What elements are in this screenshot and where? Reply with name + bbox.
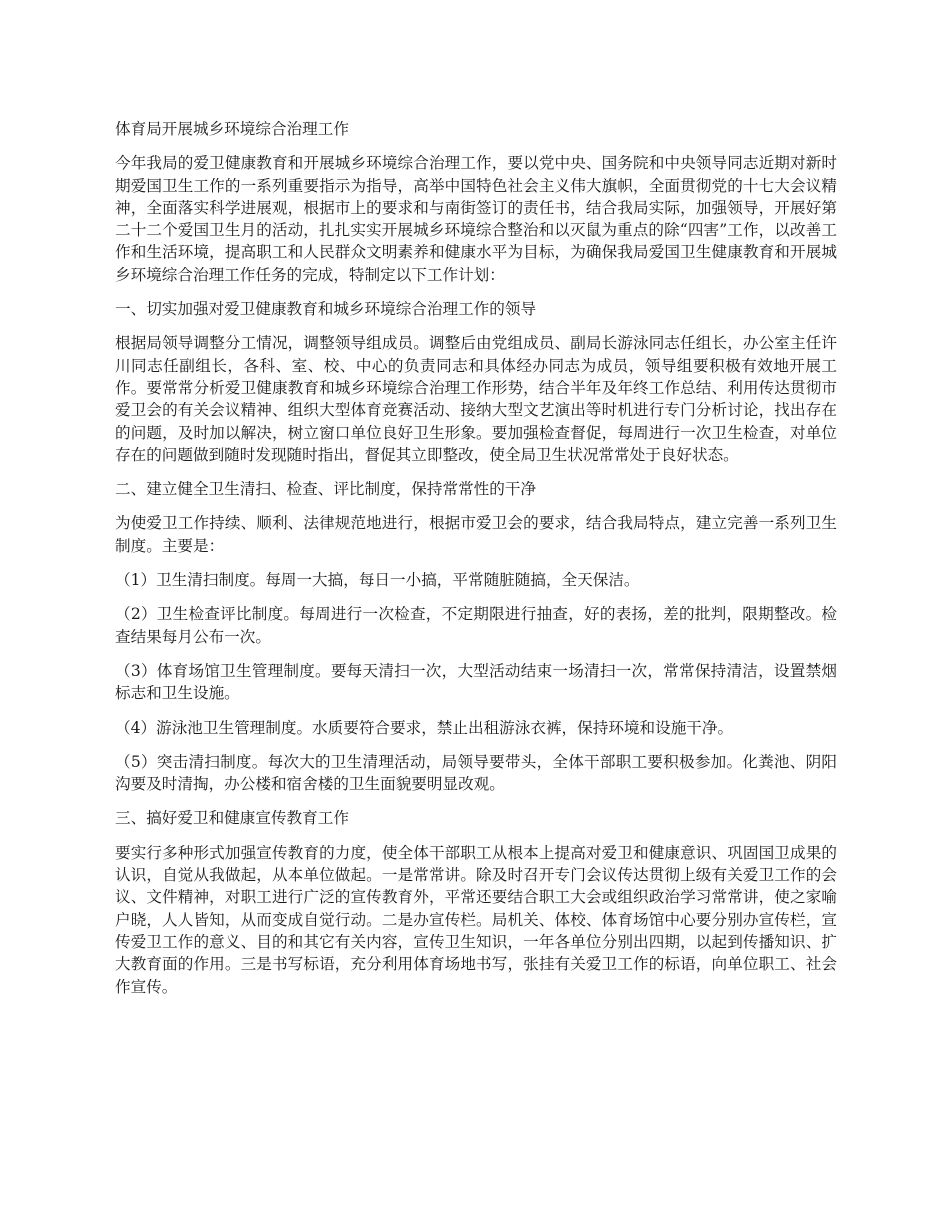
document-page [115, 118, 837, 1010]
section-1-heading: 一、切实加强对爱卫健康教育和城乡环境综合治理工作的领导 [115, 300, 537, 319]
section-3-paragraph: 要实行多种形式加强宣传教育的力度，使全体干部职工从根本上提高对爱卫和健康意识、巩固国卫成果的认识，自觉从我做起，从本单位做起。一是常常讲。除及时召开专门会议传达贯彻上级有关爱卫工作的会议、文件精神，对职工进行广泛的宣传教育外，平常还要结合职工大会或组织政治学习常常讲，使之家喻户晓，人人皆知，从而变成自觉行动。二是办宣传栏。局机关、体校、体育场馆中心要分别办宣传栏，宣传爱卫工作的意义、目的和其它有关内容，宣传卫生知识，一年各单位分别出四期，以起到传播知识、扩大教育面的作用。三是书写标语，充分利用体育场地书写，张挂有关爱卫工作的标语，向单位职工、社会作宣传。 [115, 843, 837, 996]
section-2-item-3: （3）体育场馆卫生管理制度。要每天清扫一次，大型活动结束一场清扫一次，常常保持清洁，设置禁烟标志和卫生设施。 [115, 661, 838, 703]
intro-paragraph: 今年我局的爱卫健康教育和开展城乡环境综合治理工作，要以党中央、国务院和中央领导同志近期对新时期爱国卫生工作的一系列重要指示为指导，高举中国特色社会主义伟大旗帜，全面贯彻党的十七大会议精神，全面落实科学进展观，根据市上的要求和与南街签订的责任书，结合我局实际，加强领导，开展好第二十二个爱国卫生月的活动，扎扎实实开展城乡环境综合整治和以灭鼠为重点的除“四害”工作，以改善工作和生活环境，提高职工和人民群众文明素养和健康水平为目标，为确保我局爱国卫生健康教育和开展城乡环境综合治理工作任务的完成，特制定以下工作计划： [115, 154, 837, 284]
section-2-item-5: （5）突击清扫制度。每次大的卫生清理活动，局领导要带头，全体干部职工要积极参加。化粪池、阴阳沟要及时清掏，办公楼和宿舍楼的卫生面貌要明显改观。 [115, 752, 838, 794]
section-2-heading: 二、建立健全卫生清扫、检查、评比制度，保持常常性的干净 [115, 480, 537, 499]
section-2-item-2: （2）卫生检查评比制度。每周进行一次检查，不定期限进行抽查，好的表扬，差的批判，限期整改。检查结果每月公布一次。 [115, 605, 838, 646]
section-2-item-1: （1）卫生清扫制度。每周一大搞，每日一小搞，平常随脏随搞，全天保洁。 [115, 571, 640, 590]
document-title: 体育局开展城乡环境综合治理工作 [115, 120, 349, 138]
section-3-heading: 三、搞好爱卫和健康宣传教育工作 [115, 809, 349, 828]
section-2-item-4: （4）游泳池卫生管理制度。水质要符合要求，禁止出租游泳衣裤，保持环境和设施干净。 [115, 718, 734, 737]
section-1-paragraph: 根据局领导调整分工情况，调整领导组成员。调整后由党组成员、副局长游泳同志任组长，办公室主任许川同志任副组长，各科、室、校、中心的负责同志和具体经办同志为成员，领导组要积极有效地开展工作。要常常分析爱卫健康教育和城乡环境综合治理工作形势，结合半年及年终工作总结、利用传达贯彻市爱卫会的有关会议精神、组织大型体育竞赛活动、接纳大型文艺演出等时机进行专门分析讨论，找出存在的问题，及时加以解决，树立窗口单位良好卫生形象。要加强检查督促，每周进行一次卫生检查，对单位存在的问题做到随时发现随时指出，督促其立即整改，使全局卫生状况常常处于良好状态。 [115, 334, 837, 464]
section-2-paragraph: 为使爱卫工作持续、顺利、法律规范地进行，根据市爱卫会的要求，结合我局特点，建立完善一系列卫生制度。主要是： [115, 514, 837, 555]
